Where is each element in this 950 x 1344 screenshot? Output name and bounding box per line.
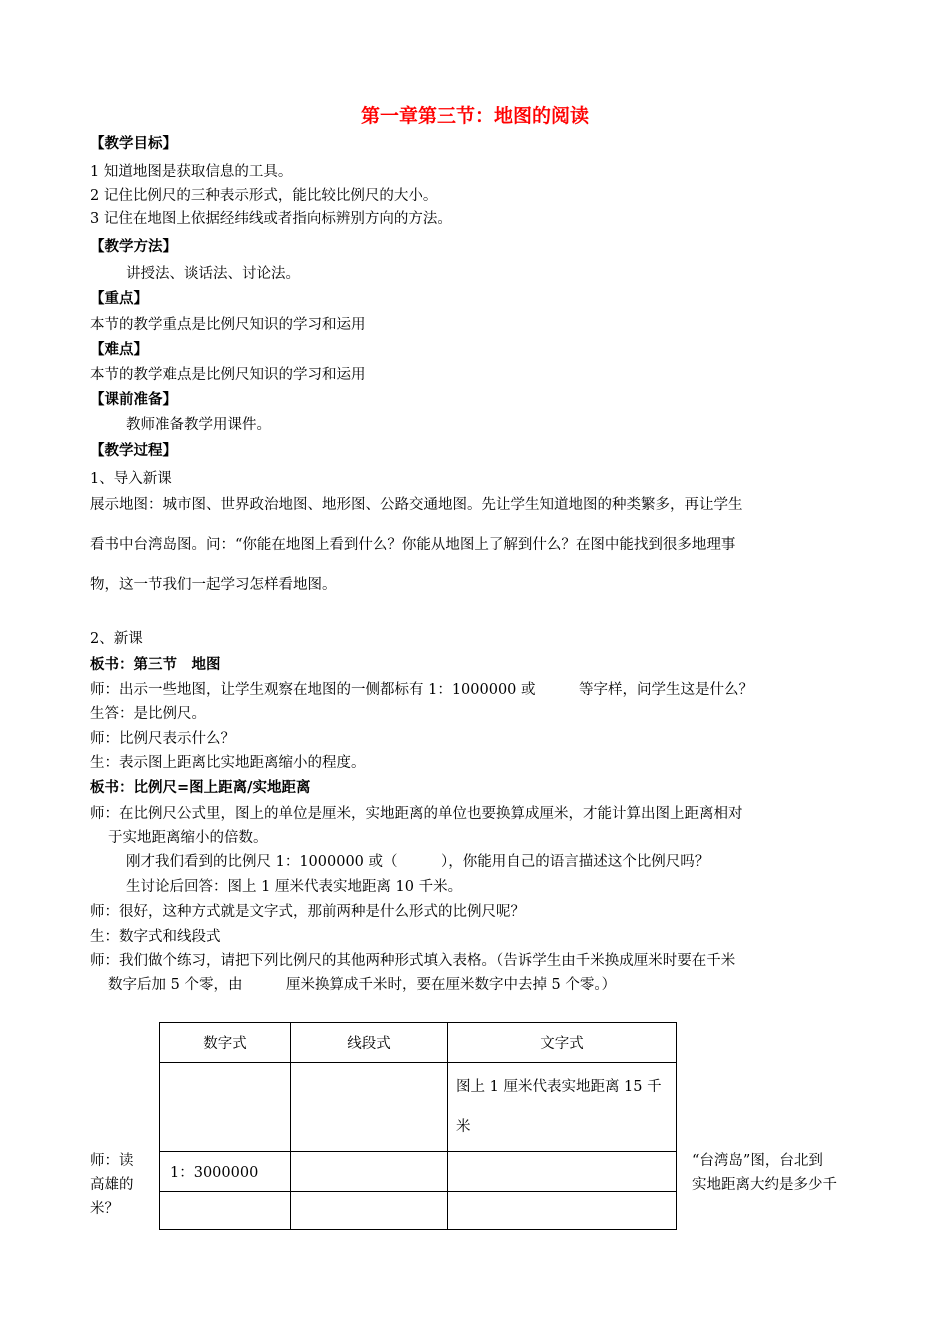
- table-row: [160, 1063, 677, 1152]
- scale-exercise-table: [159, 1022, 677, 1230]
- difficulty-text: 本节的教学难点是比例尺知识的学习和运用: [90, 367, 366, 383]
- table-row: [160, 1192, 677, 1230]
- new-lesson-title: 2、新课: [90, 631, 143, 647]
- intro-title: 1、导入新课: [90, 471, 172, 487]
- table-header-row: [160, 1023, 677, 1063]
- goal-item: 2 记住比例尺的三种表示形式，能比较比例尺的大小。: [90, 188, 438, 204]
- side-right-line: “台湾岛”图，台北到: [692, 1153, 823, 1169]
- table-cell-empty[interactable]: [160, 1192, 291, 1230]
- table-cell-empty[interactable]: [291, 1063, 448, 1152]
- keypoint-text: 本节的教学重点是比例尺知识的学习和运用: [90, 317, 366, 333]
- dialogue-line: 师：我们做个练习，请把下列比例尺的其他两种形式填入表格。（告诉学生由千米换成厘米时要在千米: [90, 953, 736, 969]
- prep-heading: 【课前准备】: [90, 391, 177, 408]
- dialogue-line: 师：很好，这种方式就是文字式，那前两种是什么形式的比例尺呢？: [90, 904, 525, 920]
- dialogue-line: 生讨论后回答：图上 1 厘米代表实地距离 10 千米。: [126, 879, 463, 895]
- goal-item: 1 知道地图是获取信息的工具。: [90, 164, 293, 180]
- dialogue-line: 师：比例尺表示什么？: [90, 731, 235, 747]
- method-text: 讲授法、谈话法、讨论法。: [126, 266, 300, 282]
- goal-item: 3 记住在地图上依据经纬线或者指向标辨别方向的方法。: [90, 211, 452, 227]
- dialogue-line: 生：数字式和线段式: [90, 929, 221, 945]
- page-title: 第一章第三节：地图的阅读: [360, 105, 589, 127]
- side-left-line: 高雄的: [90, 1177, 134, 1193]
- dialogue-line: 师：在比例尺公式里，图上的单位是厘米，实地距离的单位也要换算成厘米，才能计算出图上距离相对: [90, 806, 743, 822]
- dialogue-line: 师：出示一些地图，让学生观察在地图的一侧都标有 1：1000000 或 等字样，问学生这是什么？: [90, 682, 754, 698]
- table-cell-empty[interactable]: [160, 1063, 291, 1152]
- table-row: [160, 1152, 677, 1192]
- prep-text: 教师准备教学用课件。: [126, 417, 271, 433]
- header-numeric: 数字式: [160, 1023, 291, 1063]
- board-text-2: 板书：比例尺=图上距离/实地距离: [90, 779, 311, 796]
- dialogue-line: 刚才我们看到的比例尺 1：1000000 或（ ），你能用自己的语言描述这个比例尺吗？: [126, 854, 710, 870]
- table-cell-empty[interactable]: [448, 1192, 677, 1230]
- dialogue-line: 生答：是比例尺。: [90, 706, 206, 722]
- table-cell-text-scale: 图上 1 厘米代表实地距离 15 千米: [448, 1063, 677, 1152]
- keypoint-heading: 【重点】: [90, 290, 148, 307]
- side-left-line: 米？: [90, 1201, 119, 1217]
- difficulty-heading: 【难点】: [90, 341, 148, 358]
- goals-heading: 【教学目标】: [90, 135, 177, 152]
- side-left-line: 师：读: [90, 1153, 134, 1169]
- header-text: 文字式: [448, 1023, 677, 1063]
- dialogue-line: 生：表示图上距离比实地距离缩小的程度。: [90, 755, 366, 771]
- method-heading: 【教学方法】: [90, 238, 177, 255]
- header-line: 线段式: [291, 1023, 448, 1063]
- side-right-line: 实地距离大约是多少千: [692, 1177, 837, 1193]
- intro-line: 看书中台湾岛图。问：“你能在地图上看到什么？你能从地图上了解到什么？在图中能找到很多地理事: [90, 537, 736, 553]
- intro-line: 展示地图：城市图、世界政治地图、地形图、公路交通地图。先让学生知道地图的种类繁多，再让学生: [90, 497, 743, 513]
- table-cell-empty[interactable]: [291, 1152, 448, 1192]
- dialogue-line: 数字后加 5 个零，由 厘米换算成千米时，要在厘米数字中去掉 5 个零。）: [108, 977, 617, 993]
- board-text-1: 板书：第三节 地图: [90, 656, 221, 673]
- table-cell-numeric-scale: 1：3000000: [160, 1152, 291, 1192]
- table-cell-empty[interactable]: [448, 1152, 677, 1192]
- process-heading: 【教学过程】: [90, 442, 177, 459]
- intro-line: 物，这一节我们一起学习怎样看地图。: [90, 577, 337, 593]
- table-cell-empty[interactable]: [291, 1192, 448, 1230]
- dialogue-line: 于实地距离缩小的倍数。: [108, 830, 268, 846]
